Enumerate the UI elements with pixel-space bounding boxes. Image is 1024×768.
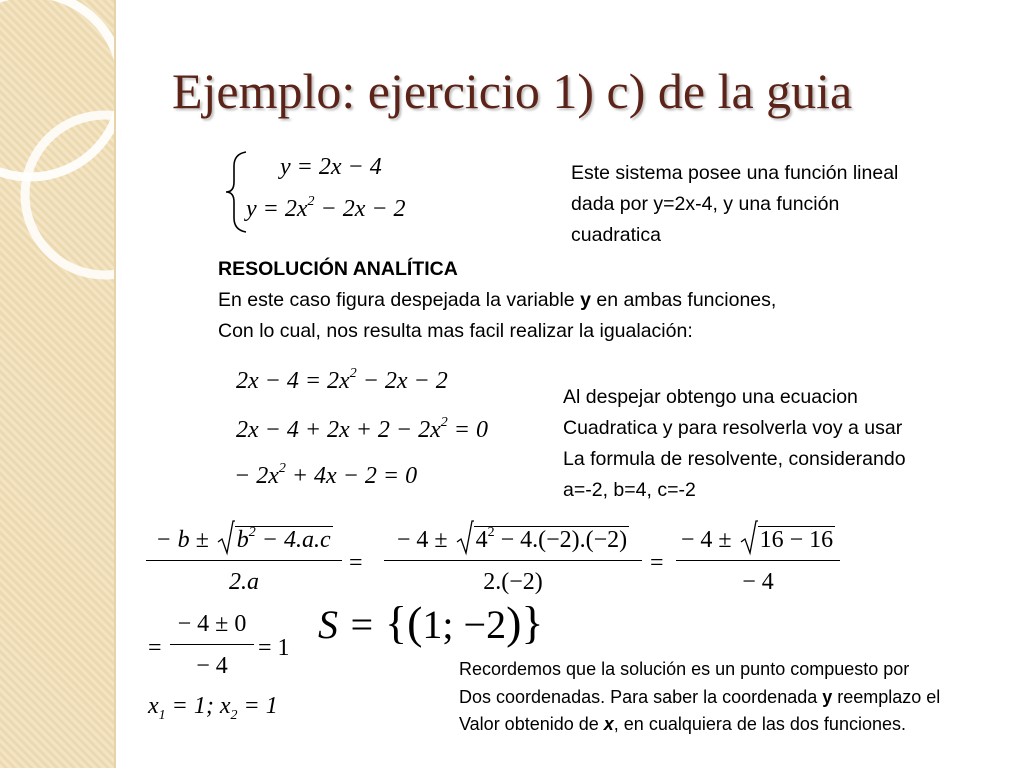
analytic-resolution [218,254,776,347]
radical-icon [217,520,235,556]
root-fraction [170,611,254,680]
fraction-numerator: − 4 ± 16 − 16 [676,526,840,554]
note-system-description [571,158,898,251]
note2-line: Cuadratica y para resolverla voy a usar [563,417,903,439]
note3-line: Recordemos que la solución es un punto compuesto por [459,659,910,679]
note-quadratic-formula [563,382,906,506]
system-eq-1: y = 2x − 4 [280,154,382,180]
resolvent-fraction-substituted [384,526,642,596]
fraction-denominator: 2.a [229,569,259,596]
note3-line: Dos coordenadas. Para saber la coordenada y reemplazo el [459,686,941,707]
fraction-bar [384,560,642,561]
decorative-rings [0,0,160,400]
equals-sign: = [650,550,664,576]
note-solution-explanation [459,656,940,739]
resolvent-fraction-general [146,526,342,596]
radical-icon [456,520,474,556]
note2-line: La formula de resolvente, considerando [563,448,906,470]
resolution-heading: RESOLUCIÓN ANALÍTICA [218,258,458,280]
root-result: = 1 [258,635,290,661]
fraction-numerator: − 4 ± 0 [177,611,247,637]
slide-title: Ejemplo: ejercicio 1) c) de la guia [172,63,853,119]
solution-label: S = [318,602,385,647]
radical-icon [740,520,758,556]
fraction-denominator: − 4 [196,653,228,680]
solution-set [318,596,543,649]
fraction-bar [676,560,840,561]
equals-sign: = [349,550,363,576]
roots-line: $x_1 = 1$; $x_2 = 1$ [148,693,278,723]
fraction-bar [170,644,254,645]
note1-line: cuadratica [571,224,661,246]
resolution-line: Con lo cual, nos resulta mas facil realizar la igualación: [218,320,693,342]
fraction-numerator: − b ± $b^2 - 4.a.c$ [146,526,342,554]
equals-sign: = [148,635,162,661]
note2-line: a=-2, b=4, c=-2 [563,479,696,501]
fraction-denominator: − 4 [742,569,774,596]
solution-open-brace: {( [385,597,423,648]
step-equation-3: − $2x^2 + 4x - 2 = 0$ [234,461,418,489]
fraction-bar [146,560,342,561]
step-equation-2: $2x - 4 + 2x + 2 - 2x^2 = 0$ [236,415,488,443]
note3-line: Valor obtenido de x, en cualquiera de las dos funciones. [459,714,906,734]
side-band-edge [114,0,116,768]
solution-close-brace: )} [506,597,544,648]
decorative-side-band [0,0,114,768]
fraction-numerator: − 4 ± $4^2 - 4.(-2).(-2)$ [384,526,642,554]
note2-line: Al despejar obtengo una ecuacion [563,386,858,408]
solution-value: 1; −2 [422,602,507,647]
fraction-denominator: 2.(−2) [483,569,543,596]
system-eq-2: $y = 2x^2 - 2x - 2$ [246,194,406,222]
resolvent-fraction-simplified [676,526,840,596]
resolution-line: En este caso figura despejada la variable y en ambas funciones, [218,289,777,311]
step-equation-1: $2x - 4 = 2x^2 - 2x - 2$ [236,366,448,394]
note1-line: Este sistema posee una función lineal [571,162,899,184]
note1-line: dada por y=2x-4, y una función [571,193,840,215]
